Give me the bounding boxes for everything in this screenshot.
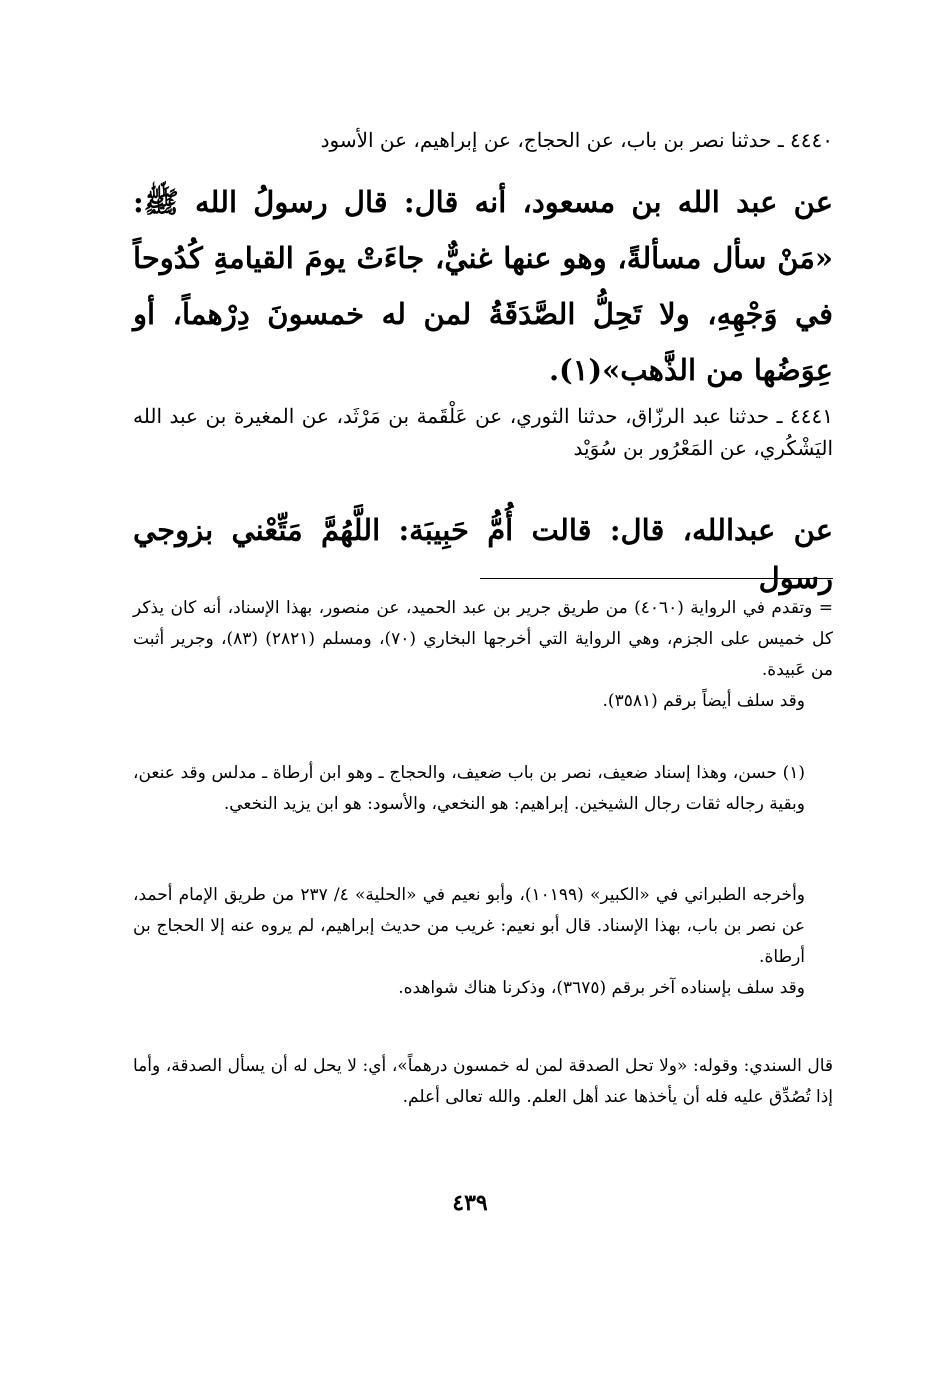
footnote-1-text: (١) حسن، وهذا إسناد ضعيف، نصر بن باب ضعيف، والحجاج ـ وهو ابن أرطاة ـ مدلس وقد عنعن، وبقية رجاله ثقات رجال الشيخين. إبراهيم: هو النخعي، والأسود: هو ابن يزيد النخعي. (133, 763, 805, 814)
footnote-1 (133, 758, 833, 820)
footnote-continuation-ref: وقد سلف أيضاً برقم (٣٥٨١). (602, 691, 805, 711)
hadith-4441-header: ٤٤٤١ ـ حدثنا عبد الرزّاق، حدثنا الثوري، عن عَلْقَمة بن مَرْثَد، عن المغيرة بن عبد الله اليَشْكُري، عن المَعْرُور بن سُوَيْد (133, 404, 833, 460)
footnote-divider (480, 578, 833, 579)
hadith-4441-text: عن عبدالله، قال: قالت أُمُّ حَبِيبَة: اللَّهُمَّ مَتِّعْني بزوجي رسول (133, 513, 833, 595)
footnote-1-ref: وقد سلف بإسناده آخر برقم (٣٦٧٥)، وذكرنا هناك شواهده. (398, 978, 805, 998)
footnote-continuation-text: = وتقدم في الرواية (٤٠٦٠) من طريق جرير بن عبد الحميد، عن منصور، بهذا الإسناد، أنه كان يذكر كل خميس على الجزم، وهي الرواية التي أخرجها البخاري (٧٠)، ومسلم (٢٨٢١) (٨٣)، وجرير أثبت من عَبيدة. (133, 598, 833, 680)
hadith-4440-header: ٤٤٤٠ ـ حدثنا نصر بن باب، عن الحجاج، عن إبراهيم، عن الأسود (320, 128, 833, 152)
footnote-1-sindi (133, 1051, 833, 1113)
footnote-continuation (133, 593, 833, 717)
page-number: ٤٣٩ (452, 1190, 488, 1216)
hadith-4440-text: عن عبد الله بن مسعود، أنه قال: قال رسولُ الله ﷺ: «مَنْ سأل مسألةً، وهو عنها غنيٌّ، جاءَتْ يومَ القيامةِ كُدُوحاً في وَجْهِهِ، ولا تَحِلُّ الصَّدَقَةُ لمن له خمسونَ دِرْهماً، أو عِوَضُها من الذَّهب»(١). (133, 185, 833, 387)
footnote-1-sources-text: وأخرجه الطبراني في «الكبير» (١٠١٩٩)، وأبو نعيم في «الحلية» ٤/ ٢٣٧ من طريق الإمام أحمد، عن نصر بن باب، بهذا الإسناد. قال أبو نعيم: غريب من حديث إبراهيم، لم يروه عنه إلا الحجاج بن أرطاة. (133, 885, 806, 967)
footnote-1-sindi-text: قال السندي: وقوله: «ولا تحل الصدقة لمن له خمسون درهماً»، أي: لا يحل له أن يسأل الصدقة، وأما إذا تُصُدِّق عليه فله أن يأخذها عند أهل العلم. والله تعالى أعلم. (133, 1056, 833, 1107)
footnote-1-sources (133, 880, 833, 1004)
